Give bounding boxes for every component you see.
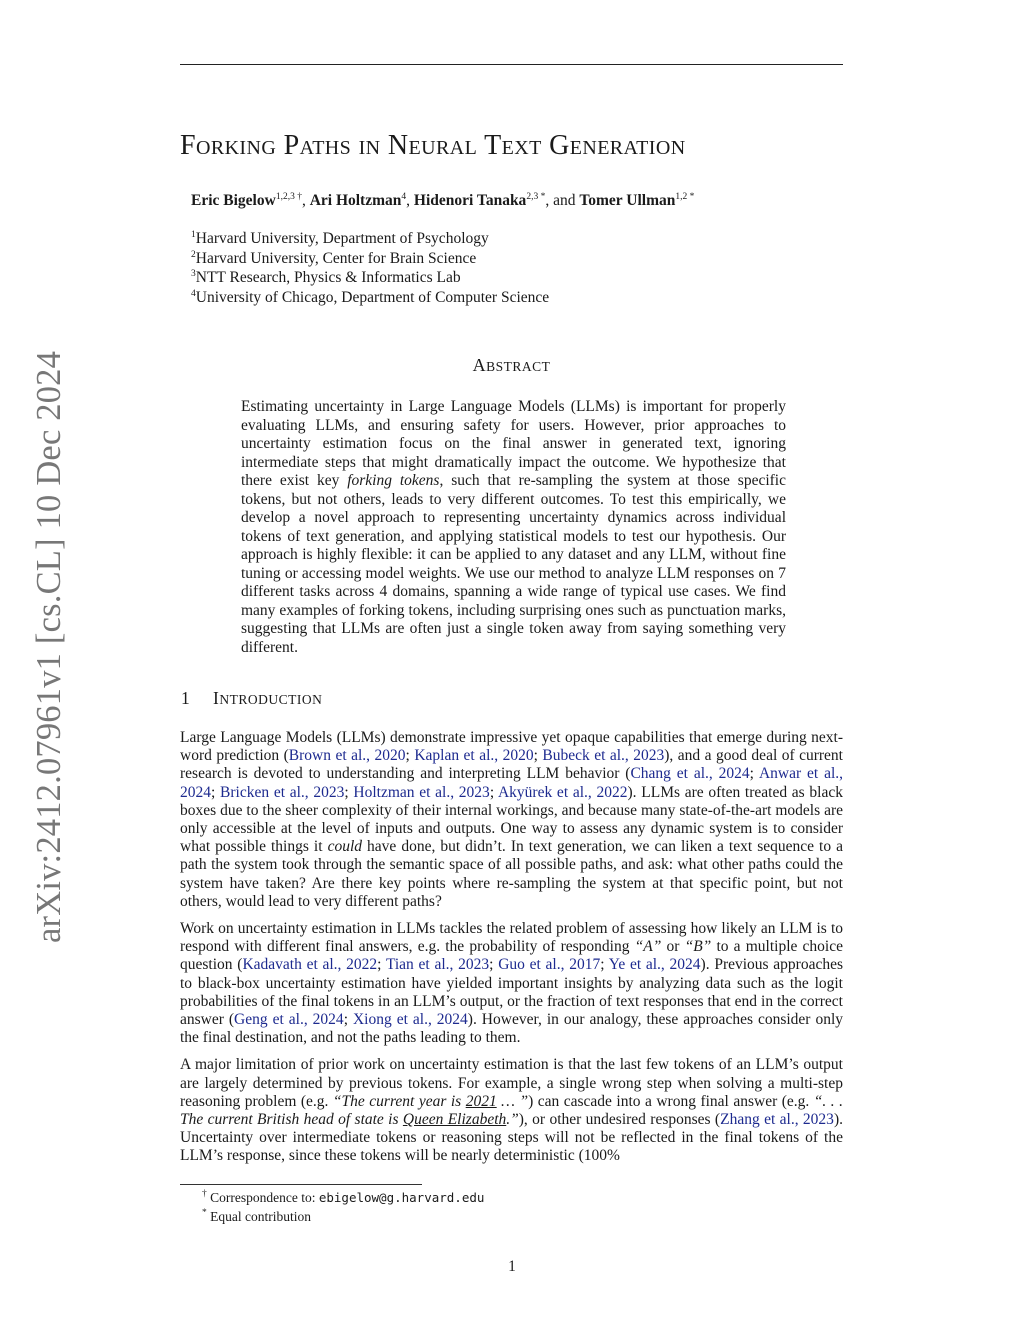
citation-link[interactable]: Chang et al., 2024	[630, 765, 750, 783]
citation-link[interactable]: Bricken et al., 2023	[220, 783, 345, 801]
citation-link[interactable]: Anwar et al., 2024	[180, 765, 844, 801]
affiliation-line: $^4$University of Chicago, Department of Computer Science	[191, 288, 550, 306]
citation-link[interactable]: Brown et al., 2020	[288, 747, 406, 765]
citation-link[interactable]: Tian et al., 2023	[385, 956, 490, 974]
top-rule	[180, 64, 843, 65]
citation-link[interactable]: Geng et al., 2024	[234, 1011, 344, 1029]
introduction-body	[180, 729, 843, 1175]
affiliation-line: $^3$NTT Research, Physics & Informatics Lab	[191, 269, 461, 286]
author-list: Eric Bigelow$^{1,2,3 \dagger}$, Ari Holtzman$^4$, Hidenori Tanaka$^{2,3 *}$, and Tomer Ullman$^{1,2 *}$	[191, 192, 695, 209]
email-link[interactable]: ebigelow@g.harvard.edu	[318, 1190, 485, 1205]
citation-link[interactable]: Ye et al., 2024	[608, 956, 701, 974]
paper-title: FORKING PATHS IN NEURAL TEXT GENERATION	[180, 130, 686, 161]
footnote-correspondence: † Correspondence to: ebigelow@g.harvard.edu	[202, 1189, 485, 1205]
citation-link[interactable]: Kadavath et al., 2022	[242, 956, 378, 974]
author-name: Hidenori Tanaka	[413, 192, 527, 209]
citation-link[interactable]: Kaplan et al., 2020	[414, 747, 534, 765]
abstract-heading: ABSTRACT	[472, 355, 551, 375]
page-number: 1	[508, 1258, 516, 1275]
footnote-rule	[180, 1184, 422, 1185]
affiliations	[191, 229, 549, 307]
citation-link[interactable]: Bubeck et al., 2023	[542, 747, 665, 765]
affiliation-line: $^2$Harvard University, Center for Brain Science	[191, 249, 477, 267]
author-name: Eric Bigelow	[191, 192, 276, 209]
author-name: Tomer Ullman	[579, 192, 676, 209]
citation-link[interactable]: Xiong et al., 2024	[352, 1011, 468, 1029]
author-name: Ari Holtzman	[309, 192, 402, 209]
paragraph: A major limitation of prior work on uncertainty estimation is that the last few tokens of an LLM’s output are largely determined by previous tokens. For example, a single wrong step when solving a multi-step reasoning problem (e.g. “The current year is 2021 … ”) can cascade into a wrong final answer (e.g. “. . . The current British head of state is Queen Elizabeth.”), or other undesired responses (Zhang et al., 2023). Uncertainty over intermediate tokens or reasoning steps will not be reflected in the final tokens of the LLM’s response, since these tokens will be nearly deterministic (100%	[180, 1056, 843, 1165]
citation-link[interactable]: Holtzman et al., 2023	[353, 783, 490, 801]
paragraph: Large Language Models (LLMs) demonstrate impressive yet opaque capabilities that emerge during next-word prediction (Brown et al., 2020; Kaplan et al., 2020; Bubeck et al., 2023), and a good deal of current research is devoted to understanding and interpreting LLM behavior (Chang et al., 2024; Anwar et al., 2024; Bricken et al., 2023; Holtzman et al., 2023; Akyürek et al., 2022). LLMs are often treated as black boxes due to the sheer complexity of their internal workings, and because many state-of-the-art models are only accessible at the level of inputs and outputs. One way to assess any dynamic system is to consider what possible things it could have done, but didn’t. In text generation, we can liken a text sequence to a path the system took through the semantic space of all possible paths, and ask: what other paths could the system have taken? Are there key points where re-sampling the system at that specific point, but not others, would lead to very different paths?	[180, 729, 844, 910]
citation-link[interactable]: Zhang et al., 2023	[720, 1111, 834, 1129]
citation-link[interactable]: Guo et al., 2017	[498, 956, 601, 974]
footnote-equal-contribution: * Equal contribution	[202, 1207, 311, 1224]
section-heading: 1 INTRODUCTION	[181, 688, 323, 708]
arxiv-identifier: arXiv:2412.07961v1 [cs.CL] 10 Dec 2024	[30, 350, 68, 943]
citation-link[interactable]: Akyürek et al., 2022	[497, 783, 628, 801]
footnotes	[202, 1189, 484, 1226]
abstract-body: Estimating uncertainty in Large Language Models (LLMs) is important for properly evaluating LLMs, and ensuring safety for users. However, prior approaches to uncertainty estimation focus on the final answer in generated text, ignoring intermediate steps that might dramatically impact the outcome. We hypothesize that there exist key forking tokens, such that re-sampling the system at those specific tokens, but not others, leads to very different outcomes. To test this empirically, we develop a novel approach to representing uncertainty dynamics across individual tokens of text generation, and applying statistical models to test our hypothesis. Our approach is highly flexible: it can be applied to any dataset and any LLM, without fine tuning or accessing model weights. We use our method to analyze LLM responses on 7 different tasks across 4 domains, spanning a wide range of typical use cases. We find many examples of forking tokens, including surprising ones such as punctuation marks, suggesting that LLMs are often just a single token away from saying something very different.	[241, 398, 786, 656]
paragraph: Work on uncertainty estimation in LLMs tackles the related problem of assessing how likely an LLM is to respond with different final answers, e.g. the probability of responding “A” or “B” to a multiple choice question (Kadavath et al., 2022; Tian et al., 2023; Guo et al., 2017; Ye et al., 2024). Previous approaches to black-box uncertainty estimation have yielded important insights by analyzing data such as the logit probabilities of the final tokens in an LLM’s output, or the fraction of text responses that end in the correct answer (Geng et al., 2024; Xiong et al., 2024). However, in our analogy, these approaches consider only the final destination, and not the paths leading to them.	[180, 920, 844, 1047]
affiliation-line: $^1$Harvard University, Department of Psychology	[191, 230, 489, 247]
